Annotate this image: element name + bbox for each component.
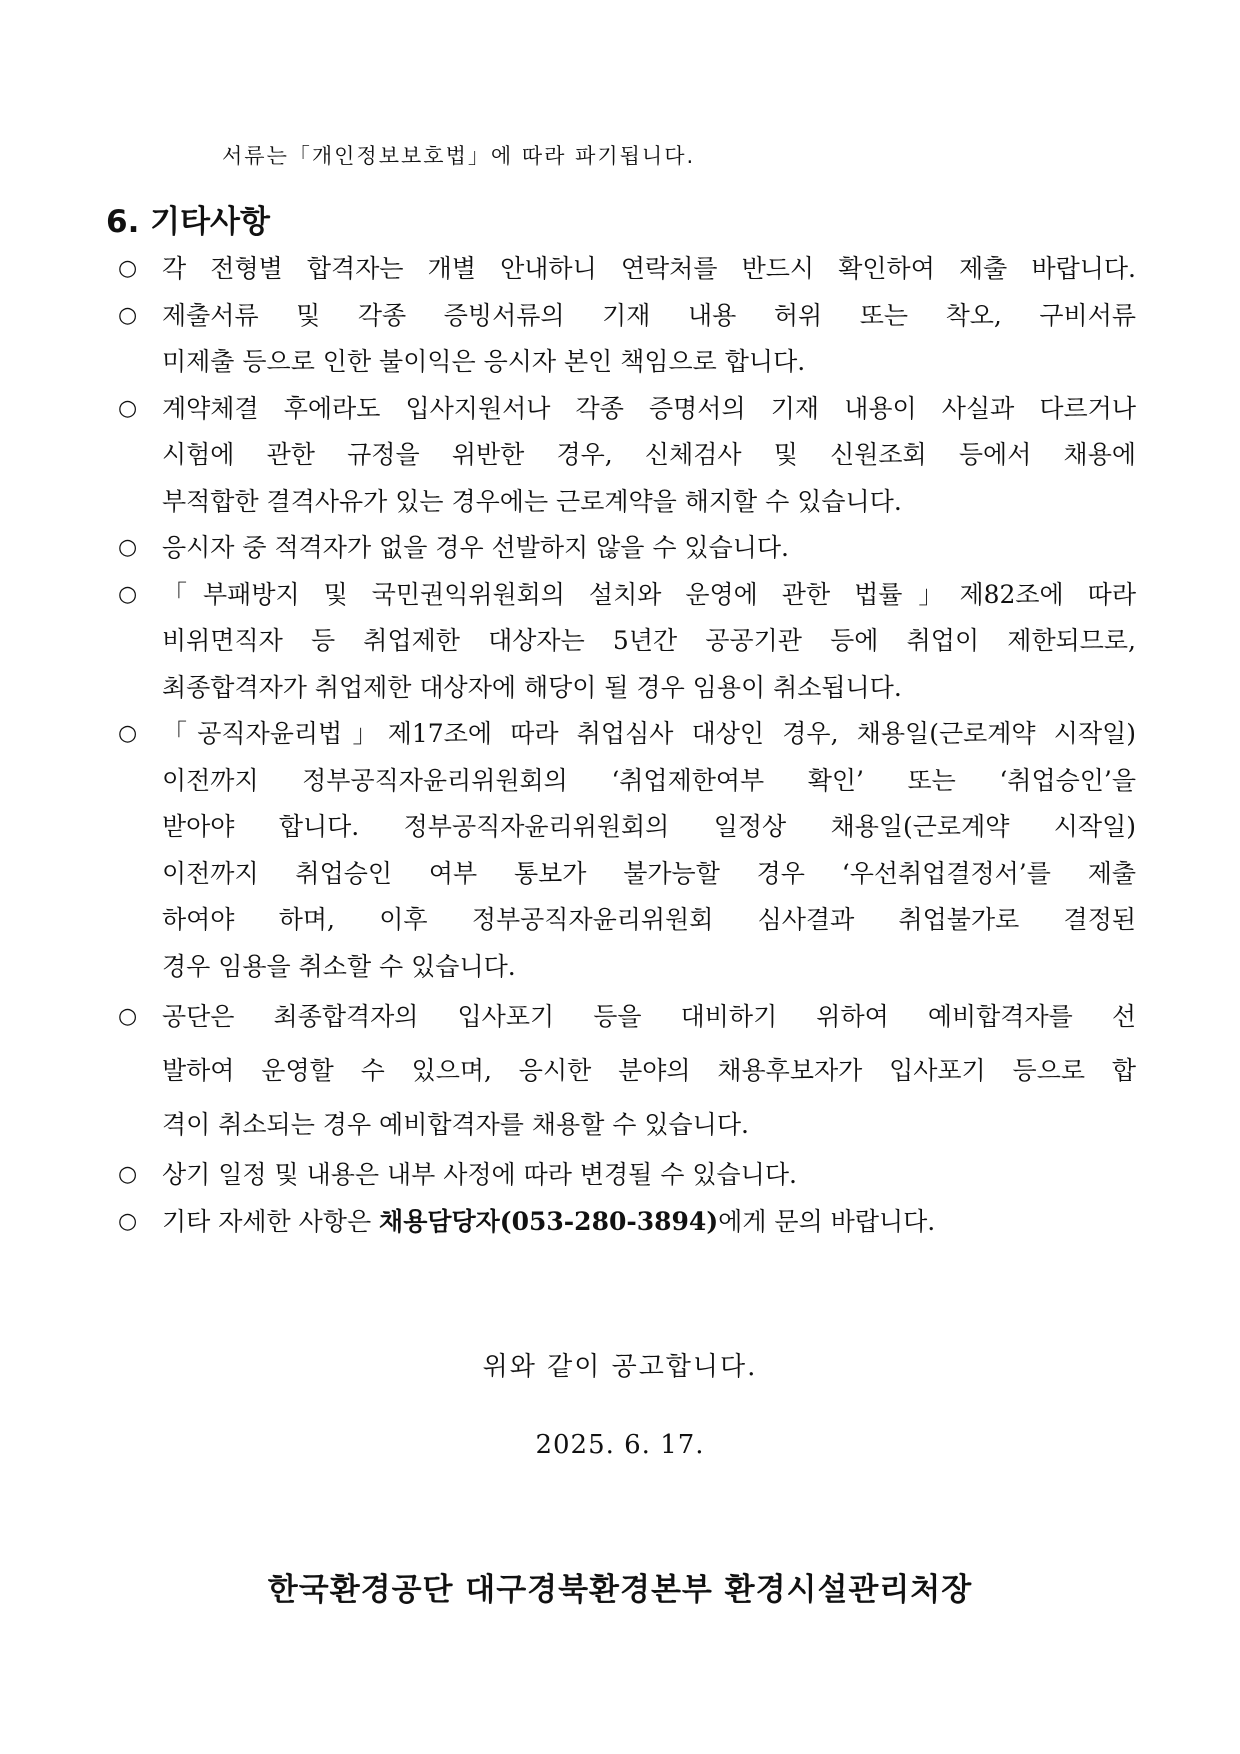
bullet-circle-icon: ○ [118, 256, 138, 281]
bullet-circle-icon: ○ [118, 1208, 138, 1234]
item-line: 부적합한 결격사유가 있는 경우에는 근로계약을 해지할 수 있습니다. [162, 486, 902, 516]
list-item [118, 386, 1136, 526]
item-line: 비위면직자 등 취업제한 대상자는 5년간 공공기관 등에 취업이 제한되므로, [162, 626, 1136, 655]
item-line: 제출서류 및 각종 증빙서류의 기재 내용 허위 또는 착오, 구비서류 [162, 300, 1136, 330]
item-line: 하여야 하며, 이후 정부공직자윤리위원회 심사결과 취업불가로 결정된 [162, 905, 1136, 934]
list-item [118, 572, 1136, 712]
item-line: 공단은 최종합격자의 입사포기 등을 대비하기 위하여 예비합격자를 선 [162, 1002, 1136, 1031]
announcement-date: 2025. 6. 17. [535, 1430, 705, 1460]
list-item [118, 711, 1136, 990]
item-line: 미제출 등으로 인한 불이익은 응시자 본인 책임으로 합니다. [162, 347, 806, 376]
closing-statement: 위와 같이 공고합니다. [482, 1352, 758, 1382]
bullet-circle-icon: ○ [118, 1004, 138, 1029]
bullet-circle-icon: ○ [118, 535, 138, 560]
list-item [118, 1152, 1136, 1199]
item-line: 경우 임용을 취소할 수 있습니다. [162, 951, 516, 981]
list-item [118, 246, 1136, 293]
item-line: 상기 일정 및 내용은 내부 사정에 따라 변경될 수 있습니다. [162, 1160, 797, 1189]
item-line: 시험에 관한 규정을 위반한 경우, 신체검사 및 신원조회 등에서 채용에 [162, 440, 1136, 469]
item-line: 받아야 합니다. 정부공직자윤리위원회의 일정상 채용일(근로계약 시작일) [162, 812, 1136, 841]
item-line: 「부패방지 및 국민권익위원회의 설치와 운영에 관한 법률」제82조에 따라 [162, 579, 1136, 609]
item-line: 이전까지 정부공직자윤리위원회의 ‘취업제한여부 확인’ 또는 ‘취업승인’을 [162, 765, 1136, 795]
item-line: 응시자 중 적격자가 없을 경우 선발하지 않을 수 있습니다. [162, 533, 789, 562]
contact-prefix: 기타 자세한 사항은 [162, 1206, 380, 1236]
list-item [118, 525, 1136, 572]
item-line [162, 1199, 1136, 1246]
item-line: 「공직자윤리법」제17조에 따라 취업심사 대상인 경우, 채용일(근로계약 시작일) [162, 719, 1136, 748]
bullet-circle-icon: ○ [118, 395, 138, 421]
item-line: 격이 취소되는 경우 예비합격자를 채용할 수 있습니다. [162, 1110, 749, 1139]
bullet-circle-icon: ○ [118, 1162, 138, 1187]
item-line: 계약체결 후에라도 입사지원서나 각종 증명서의 기재 내용이 사실과 다르거나 [162, 393, 1136, 423]
item-line: 각 전형별 합격자는 개별 안내하니 연락처를 반드시 확인하여 제출 바랍니다. [162, 254, 1136, 283]
carry-over-line: 서류는「개인정보보호법」에 따라 파기됩니다. [222, 144, 696, 168]
bullet-circle-icon: ○ [118, 581, 138, 607]
bullet-circle-icon: ○ [118, 721, 138, 746]
item-line: 발하여 운영할 수 있으며, 응시한 분야의 채용후보자가 입사포기 등으로 합 [162, 1056, 1136, 1085]
item-line: 이전까지 취업승인 여부 통보가 불가능할 경우 ‘우선취업결정서’를 제출 [162, 858, 1136, 888]
item-line: 최종합격자가 취업제한 대상자에 해당이 될 경우 임용이 취소됩니다. [162, 672, 902, 702]
section-title: 6. 기타사항 [106, 204, 270, 240]
recruitment-contact: 채용담당자(053-280-3894) [379, 1206, 719, 1236]
bullet-circle-icon: ○ [118, 302, 138, 328]
list-item [118, 1199, 1136, 1246]
list-item [118, 293, 1136, 386]
contact-suffix: 에게 문의 바랍니다. [718, 1206, 936, 1236]
list-item [118, 990, 1136, 1152]
notice-list [118, 246, 1136, 1245]
issuer-name: 한국환경공단 대구경북환경본부 환경시설관리처장 [267, 1572, 973, 1608]
